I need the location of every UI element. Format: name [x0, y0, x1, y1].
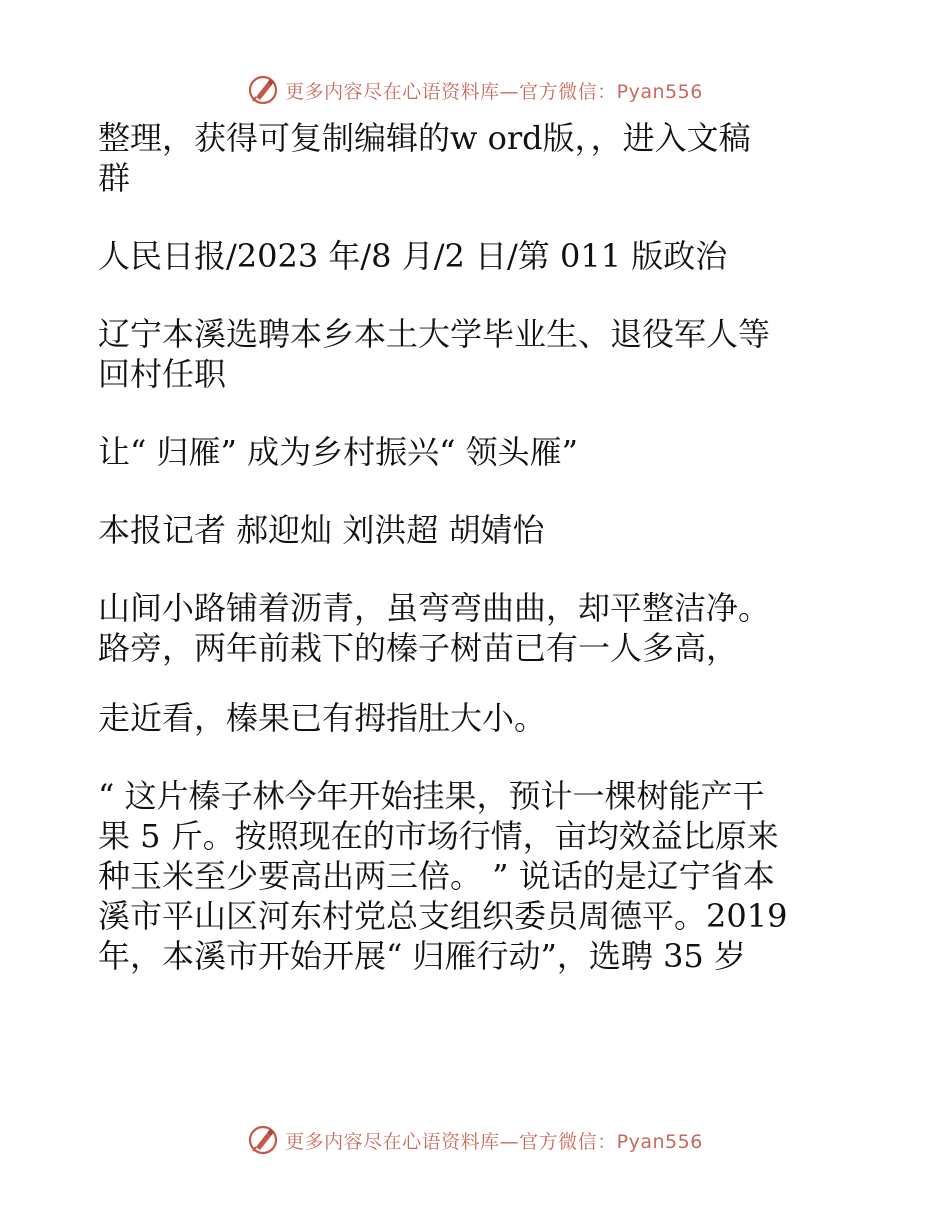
text-line: 群 [98, 159, 131, 197]
byline: 本报记者 郝迎灿 刘洪超 胡婧怡 [98, 511, 545, 549]
watermark-banner-bottom [0, 1120, 950, 1160]
headline: 让“ 归雁” 成为乡村振兴“ 领头雁” [98, 433, 578, 471]
subheadline: 辽宁本溪选聘本乡本土大学毕业生、退役军人等 [98, 315, 771, 353]
fountain-pen-logo-icon [247, 74, 279, 106]
watermark-text: 更多内容尽在心语资料库—官方微信：Pyan556 [285, 80, 703, 103]
paragraph-line: “ 这片榛子林今年开始挂果，预计一棵树能产干 [98, 777, 765, 815]
paragraph-line: 溪市平山区河东村党总支组织委员周德平。2019 [98, 897, 788, 935]
paragraph-line: 种玉米至少要高出两三倍。 ” 说话的是辽宁省本 [98, 857, 775, 895]
text-line: 整理，获得可复制编辑的w ord版，，进入文稿 [98, 119, 751, 157]
paragraph-line: 走近看，榛果已有拇指肚大小。 [98, 699, 547, 737]
paragraph-line: 年，本溪市开始开展“ 归雁行动”，选聘 35 岁 [98, 937, 746, 975]
subheadline-cont: 回村任职 [98, 355, 227, 393]
watermark-banner-top [0, 70, 950, 110]
watermark-text: 更多内容尽在心语资料库—官方微信：Pyan556 [285, 1130, 703, 1153]
document-body [98, 118, 858, 976]
fountain-pen-logo-icon [247, 1124, 279, 1156]
paragraph-line: 路旁，两年前栽下的榛子树苗已有一人多高， [98, 629, 739, 667]
publication-info: 人民日报/2023 年/8 月/2 日/第 011 版政治 [98, 237, 728, 275]
paragraph-line: 果 5 斤。按照现在的市场行情，亩均效益比原来 [98, 817, 779, 855]
paragraph-line: 山间小路铺着沥青，虽弯弯曲曲，却平整洁净。 [98, 589, 771, 627]
